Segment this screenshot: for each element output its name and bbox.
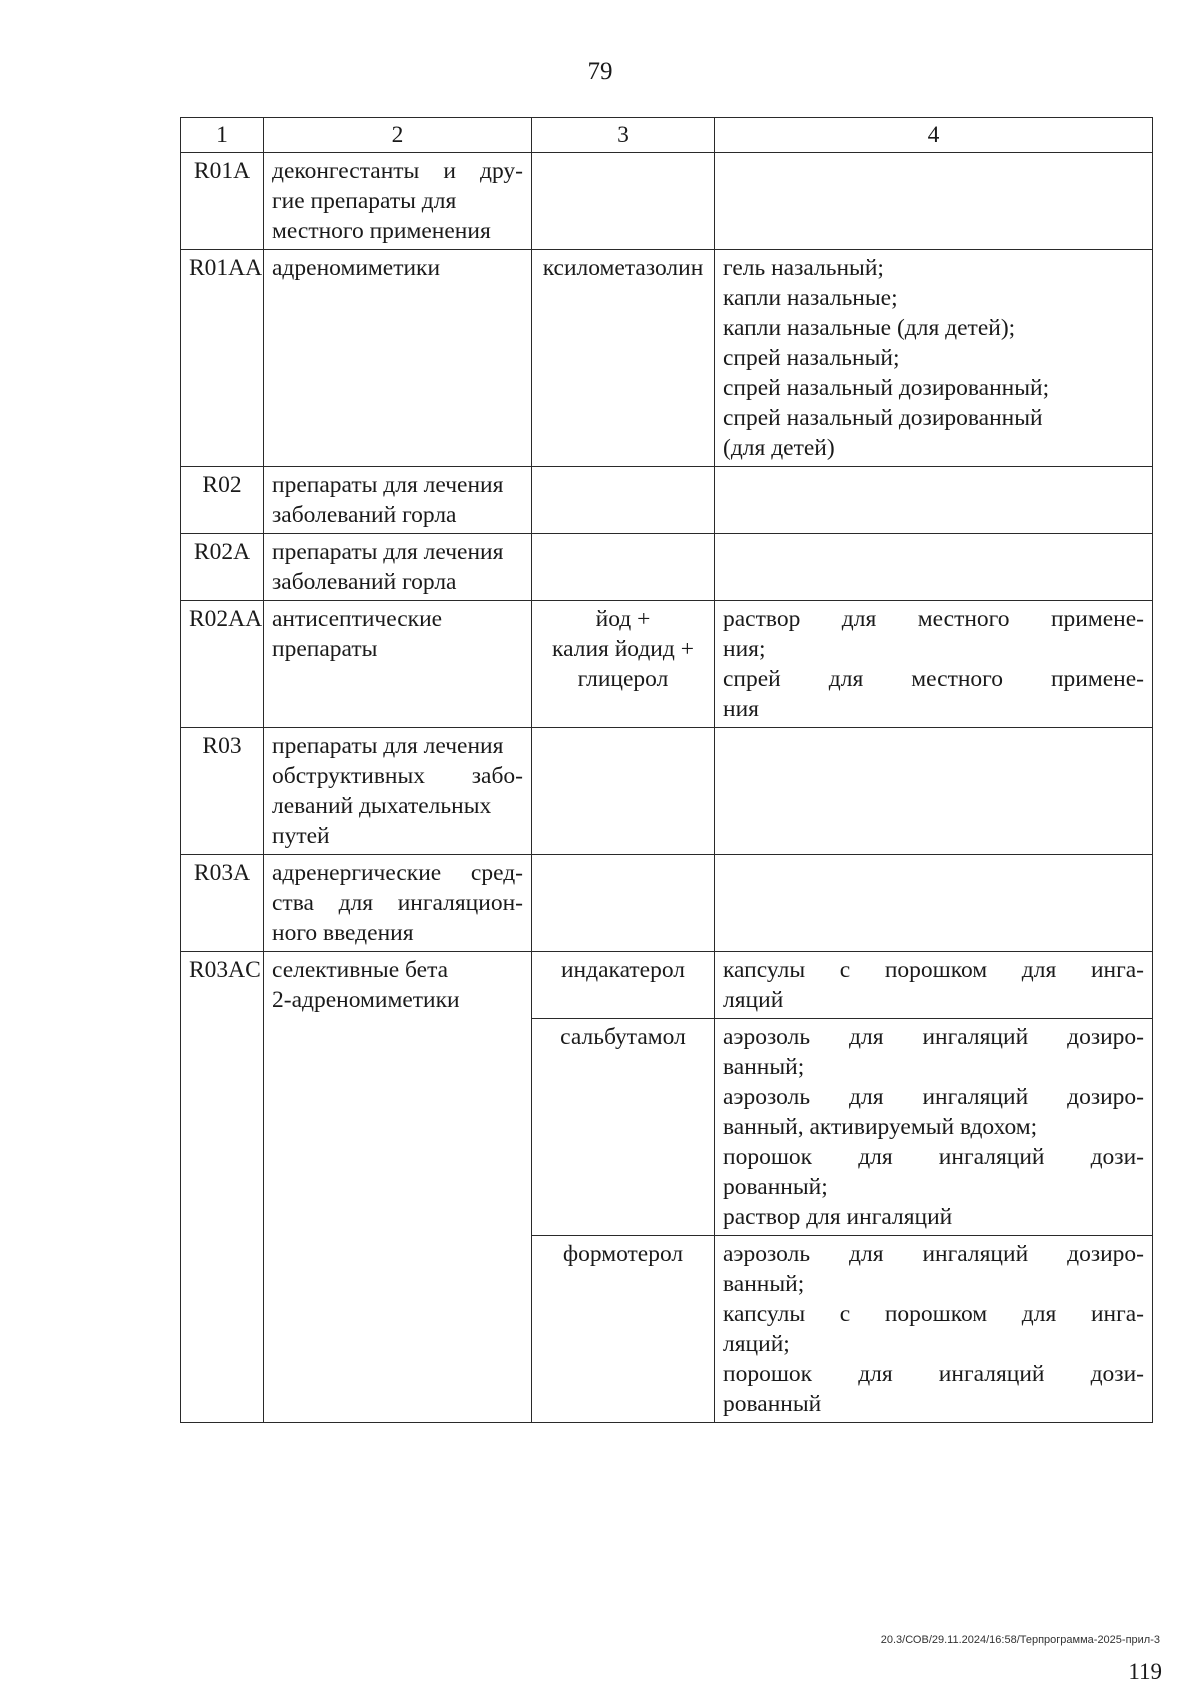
table-row	[181, 952, 1153, 1019]
cell-text-line: адренергические сред-	[272, 860, 523, 886]
cell-text-line: капсулы с порошком для инга-	[723, 957, 1144, 983]
cell-text-line: заболеваний горла	[272, 569, 457, 595]
atc-code: R03	[202, 733, 242, 759]
cell-text-line: порошок для ингаляций дози-	[723, 1361, 1144, 1387]
table-row	[181, 153, 1153, 250]
table-row	[181, 601, 1153, 728]
cell-text-line: капли назальные (для детей);	[723, 315, 1016, 341]
cell-text-line: препараты для лечения	[272, 472, 504, 498]
cell-text-line: (для детей)	[723, 435, 835, 461]
cell-text-line: ляций	[723, 987, 784, 1013]
document-code: 20.3/СОВ/29.11.2024/16:58/Терпрограмма-2025-прил-3	[880, 1634, 1160, 1646]
drug-name-cell	[532, 153, 715, 250]
cell-text-line: заболеваний горла	[272, 502, 457, 528]
cell-text-line: ния;	[723, 636, 766, 662]
dosage-forms-cell	[715, 728, 1153, 855]
cell-text-line: спрей для местного примене-	[723, 666, 1144, 692]
cell-text-line: йод +	[595, 606, 651, 632]
atc-code-cell	[181, 855, 264, 952]
cell-text-line: препараты	[272, 636, 378, 662]
cell-text-line: сальбутамол	[560, 1024, 686, 1050]
drug-name-cell	[532, 1019, 715, 1236]
atc-code: R03A	[193, 860, 251, 886]
column-header: 1	[181, 118, 264, 153]
cell-text-line: индакатерол	[560, 957, 686, 983]
cell-text-line: гие препараты для	[272, 188, 457, 214]
atc-code: R02	[202, 472, 242, 498]
dosage-forms-cell	[715, 855, 1153, 952]
atc-code-cell	[181, 250, 264, 467]
dosage-forms-cell	[715, 250, 1153, 467]
atc-code: R02A	[193, 539, 251, 565]
group-name-cell	[264, 728, 532, 855]
dosage-forms-cell	[715, 467, 1153, 534]
cell-text-line: путей	[272, 823, 330, 849]
cell-text-line: ства для ингаляцион-	[272, 890, 523, 916]
drug-name-cell	[532, 601, 715, 728]
column-header: 2	[264, 118, 532, 153]
dosage-forms-cell	[715, 1236, 1153, 1423]
atc-code: R02AA	[189, 606, 263, 632]
group-name-cell	[264, 250, 532, 467]
cell-text-line: леваний дыхательных	[272, 793, 492, 819]
table-header-row	[181, 118, 1153, 153]
table-row	[181, 534, 1153, 601]
dosage-forms-cell	[715, 534, 1153, 601]
cell-text-line: адреномиметики	[272, 255, 441, 281]
cell-text-line: местного применения	[272, 218, 491, 244]
dosage-forms-cell	[715, 952, 1153, 1019]
group-name-cell	[264, 855, 532, 952]
atc-code-cell	[181, 952, 264, 1423]
cell-text-line: ванный;	[723, 1054, 805, 1080]
atc-code: R03AC	[189, 957, 261, 983]
cell-text-line: раствор для ингаляций	[723, 1204, 953, 1230]
cell-text-line: глицерол	[577, 666, 669, 692]
cell-text-line: капли назальные;	[723, 285, 898, 311]
cell-text-line: ного введения	[272, 920, 414, 946]
group-name-cell	[264, 534, 532, 601]
atc-code-cell	[181, 728, 264, 855]
atc-table	[180, 117, 1153, 1423]
cell-text-line: раствор для местного примене-	[723, 606, 1144, 632]
cell-text-line: ванный;	[723, 1271, 805, 1297]
group-name-cell	[264, 952, 532, 1423]
cell-text-line: спрей назальный;	[723, 345, 900, 371]
cell-text-line: ния	[723, 696, 759, 722]
cell-text-line: ляций;	[723, 1331, 790, 1357]
atc-code-cell	[181, 467, 264, 534]
drug-name-cell	[532, 467, 715, 534]
cell-text-line: селективные бета	[272, 957, 449, 983]
cell-text-line: антисептические	[272, 606, 443, 632]
cell-text-line: рованный	[723, 1391, 822, 1417]
drug-name-cell	[532, 1236, 715, 1423]
group-name-cell	[264, 601, 532, 728]
cell-text-line: ванный, активируемый вдохом;	[723, 1114, 1038, 1140]
atc-code: R01AA	[189, 255, 263, 281]
dosage-forms-cell	[715, 153, 1153, 250]
cell-text-line: спрей назальный дозированный;	[723, 375, 1050, 401]
drug-name-cell	[532, 855, 715, 952]
drug-name-cell	[532, 728, 715, 855]
cell-text-line: спрей назальный дозированный	[723, 405, 1043, 431]
drug-name-cell	[532, 250, 715, 467]
cell-text-line: аэрозоль для ингаляций дозиро-	[723, 1241, 1144, 1267]
cell-text-line: обструктивных забо-	[272, 763, 523, 789]
table-row	[181, 467, 1153, 534]
page-number: 79	[587, 58, 613, 85]
table-row	[181, 855, 1153, 952]
cell-text-line: рованный;	[723, 1174, 828, 1200]
atc-code: R01A	[193, 158, 251, 184]
cell-text-line: порошок для ингаляций дози-	[723, 1144, 1144, 1170]
cell-text-line: препараты для лечения	[272, 539, 504, 565]
group-name-cell	[264, 467, 532, 534]
atc-code-cell	[181, 153, 264, 250]
cell-text-line: гель назальный;	[723, 255, 884, 281]
column-header: 4	[715, 118, 1153, 153]
cell-text-line: деконгестанты и дру-	[272, 158, 523, 184]
table-row	[181, 250, 1153, 467]
cell-text-line: препараты для лечения	[272, 733, 504, 759]
drug-name-cell	[532, 952, 715, 1019]
cell-text-line: аэрозоль для ингаляций дозиро-	[723, 1024, 1144, 1050]
cell-text-line: аэрозоль для ингаляций дозиро-	[723, 1084, 1144, 1110]
cell-text-line: калия йодид +	[552, 636, 694, 662]
dosage-forms-cell	[715, 601, 1153, 728]
atc-code-cell	[181, 534, 264, 601]
sheet-number: 119	[1128, 1659, 1162, 1684]
cell-text-line: капсулы с порошком для инга-	[723, 1301, 1144, 1327]
cell-text-line: ксилометазолин	[542, 255, 704, 281]
cell-text-line: 2-адреномиметики	[272, 987, 460, 1013]
table-row	[181, 728, 1153, 855]
dosage-forms-cell	[715, 1019, 1153, 1236]
atc-code-cell	[181, 601, 264, 728]
drug-name-cell	[532, 534, 715, 601]
group-name-cell	[264, 153, 532, 250]
column-header: 3	[532, 118, 715, 153]
cell-text-line: формотерол	[562, 1241, 684, 1267]
